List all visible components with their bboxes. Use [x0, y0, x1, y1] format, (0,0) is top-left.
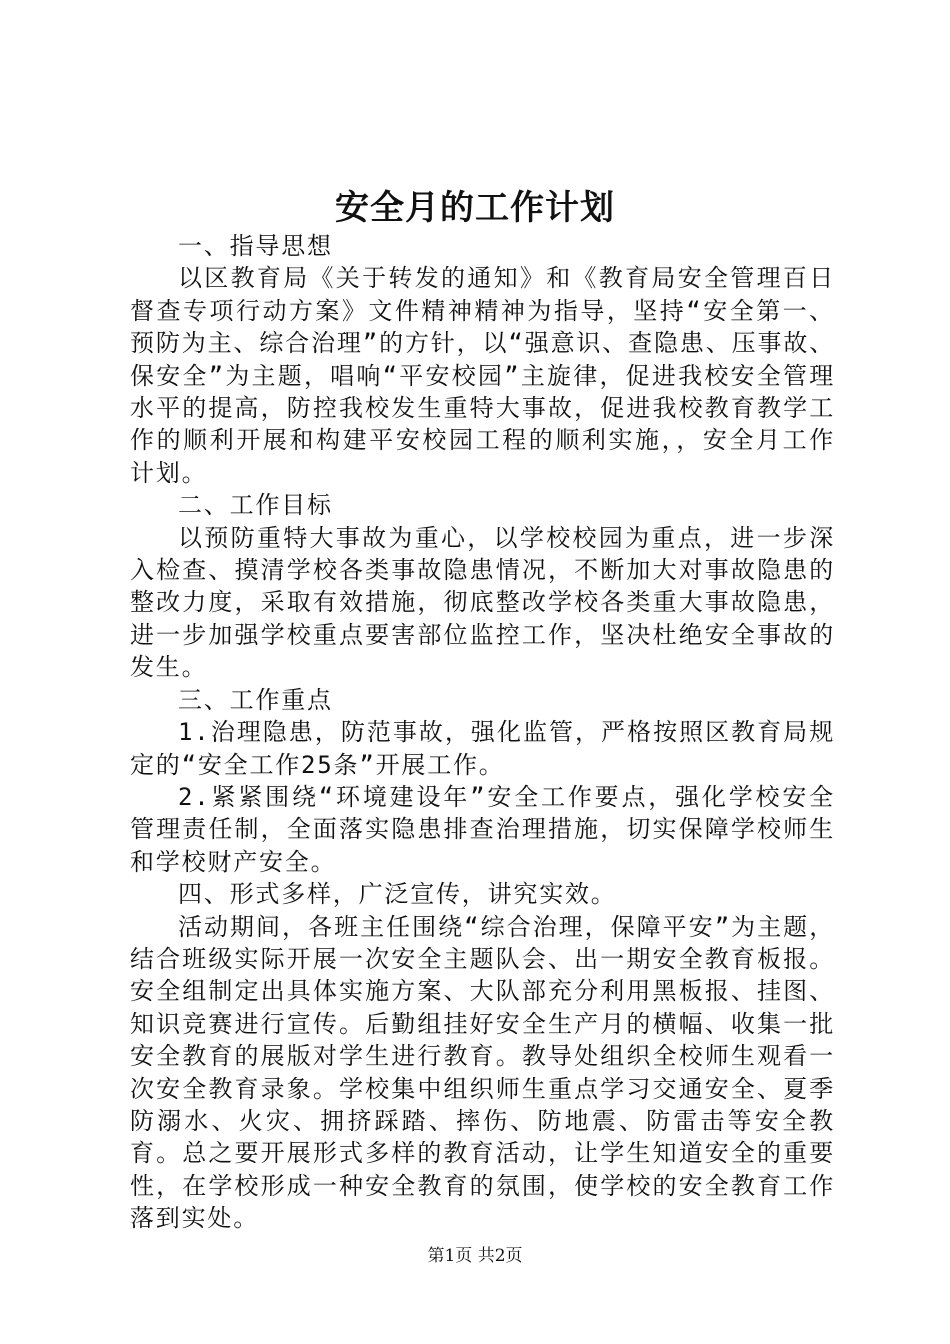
paragraph-work-focus-1: 1.治理隐患，防范事故，强化监管，严格按照区教育局规定的“安全工作25条”开展工作。 [130, 718, 835, 779]
section-heading-work-goals: 二、工作目标 [178, 491, 333, 520]
section-heading-publicity: 四、形式多样，广泛宣传，讲究实效。 [178, 880, 617, 909]
paragraph-guiding-thought: 以区教育局《关于转发的通知》和《教育局安全管理百日督查专项行动方案》文件精神精神为指导，坚持“安全第一、预防为主、综合治理”的方针，以“强意识、查隐患、压事故、保安全”为主题，唱响“平安校园”主旋律，促进我校安全管理水平的提高，防控我校发生重特大事故，促进我校教育教学工作的顺利开展和构建平安校园工程的顺利实施，，安全月工作计划。 [130, 264, 835, 487]
paragraph-work-goals: 以预防重特大事故为重心，以学校校园为重点，进一步深入检查、摸清学校各类事故隐患情况，不断加大对事故隐患的整改力度，采取有效措施，彻底整改学校各类重大事故隐患，进一步加强学校重点要害部位监控工作，坚决杜绝安全事故的发生。 [130, 523, 835, 682]
section-heading-work-focus: 三、工作重点 [178, 685, 333, 714]
section-heading-guiding-thought: 一、指导思想 [178, 232, 333, 260]
document-body [130, 230, 835, 1235]
document-title: 安全月的工作计划 [335, 188, 615, 228]
paragraph-work-focus-2: 2.紧紧围绕“环境建设年”安全工作要点，强化学校安全管理责任制，全面落实隐患排查治理措施，切实保障学校师生和学校财产安全。 [130, 782, 835, 876]
paragraph-publicity: 活动期间，各班主任围绕“综合治理，保障平安”为主题，结合班级实际开展一次安全主题队会、出一期安全教育板报。安全组制定出具体实施方案、大队部充分利用黑板报、挂图、知识竞赛进行宣传。后勤组挂好安全生产月的横幅、收集一批安全教育的展版对学生进行教育。教导处组织全校师生观看一次安全教育录象。学校集中组织师生重点学习交通安全、夏季防溺水、火灾、拥挤踩踏、摔伤、防地震、防雷击等安全教育。总之要开展形式多样的教育活动，让学生知道安全的重要性，在学校形成一种安全教育的氛围，使学校的安全教育工作落到实处。 [130, 912, 835, 1233]
page-number-footer: 第1页 共2页 [427, 1246, 523, 1266]
